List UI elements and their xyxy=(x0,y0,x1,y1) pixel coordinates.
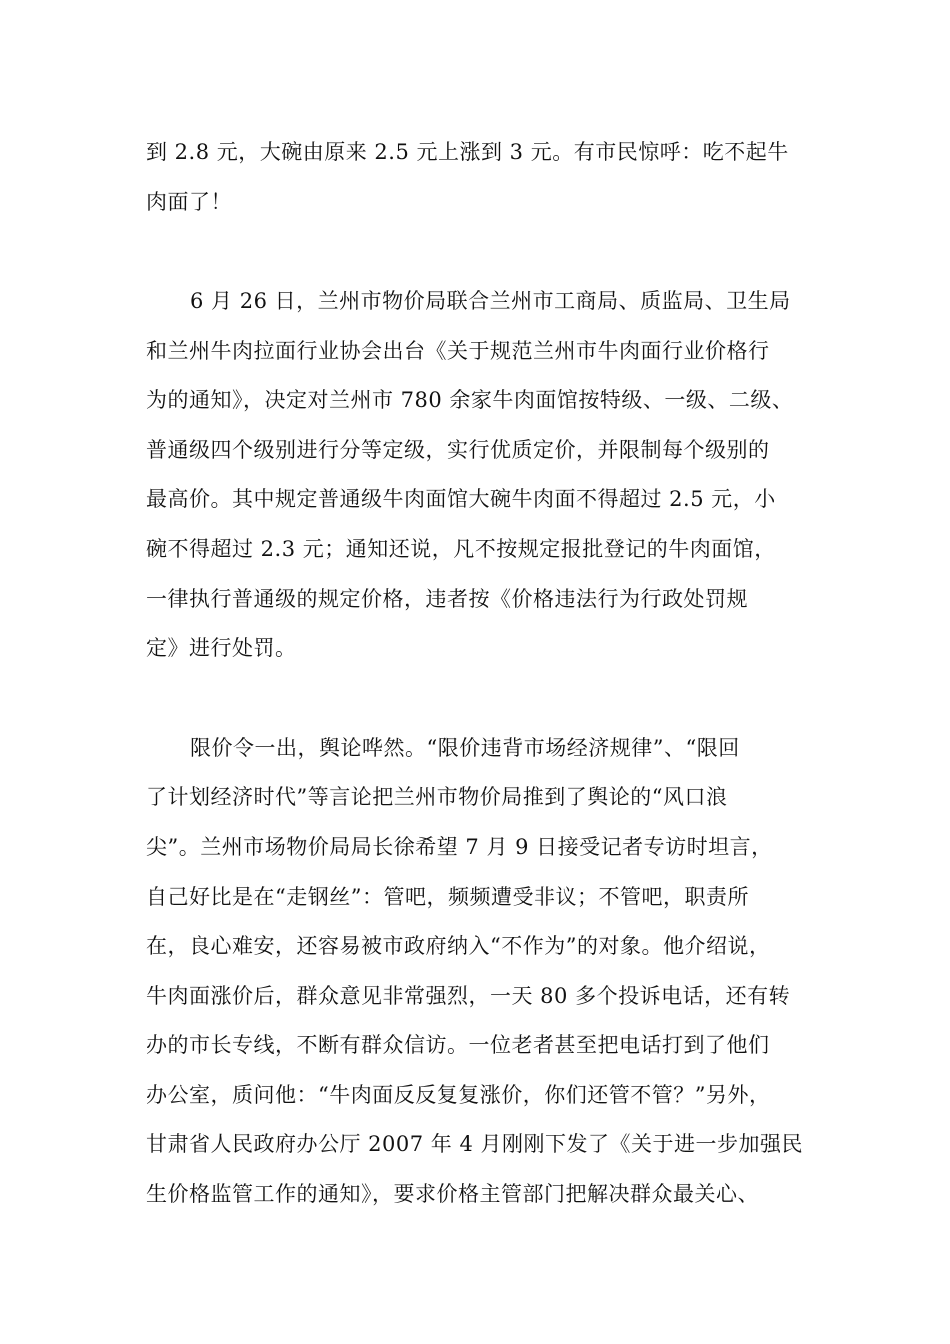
paragraph-3-line-9: 甘肃省人民政府办公厅 2007 年 4 月刚刚下发了《关于进一步加强民 xyxy=(146,1132,804,1156)
paragraph-3-line-2: 了计划经济时代”等言论把兰州市物价局推到了舆论的“风口浪 xyxy=(146,785,728,809)
paragraph-2-line-8: 定》进行处罚。 xyxy=(146,636,297,660)
paragraph-1-line-2: 肉面了！ xyxy=(146,190,232,214)
paragraph-3-line-10: 生价格监管工作的通知》，要求价格主管部门把解决群众最关心、 xyxy=(146,1182,759,1206)
paragraph-3-line-6: 牛肉面涨价后，群众意见非常强烈，一天 80 多个投诉电话，还有转 xyxy=(146,984,791,1008)
paragraph-3-line-5: 在，良心难安，还容易被市政府纳入“不作为”的对象。他介绍说， xyxy=(146,934,771,958)
paragraph-2-line-4: 普通级四个级别进行分等定级，实行优质定价，并限制每个级别的 xyxy=(146,438,770,462)
paragraph-3-line-4: 自己好比是在“走钢丝”：管吧，频频遭受非议；不管吧，职责所 xyxy=(146,885,749,909)
paragraph-2-line-5: 最高价。其中规定普通级牛肉面馆大碗牛肉面不得超过 2.5 元，小 xyxy=(146,487,776,511)
paragraph-2-line-7: 一律执行普通级的规定价格，违者按《价格违法行为行政处罚规 xyxy=(146,587,748,611)
paragraph-2-line-3: 为的通知》，决定对兰州市 780 余家牛肉面馆按特级、一级、二级、 xyxy=(146,388,794,412)
paragraph-2-line-1: 6 月 26 日，兰州市物价局联合兰州市工商局、质监局、卫生局 xyxy=(190,289,791,313)
paragraph-3-line-7: 办的市长专线，不断有群众信访。一位老者甚至把电话打到了他们 xyxy=(146,1033,770,1057)
paragraph-2-line-2: 和兰州牛肉拉面行业协会出台《关于规范兰州市牛肉面行业价格行 xyxy=(146,339,770,363)
paragraph-1-line-1: 到 2.8 元，大碗由原来 2.5 元上涨到 3 元。有市民惊呼：吃不起牛 xyxy=(146,140,789,164)
paragraph-3-line-8: 办公室，质问他：“牛肉面反反复复涨价，你们还管不管？”另外， xyxy=(146,1083,771,1107)
paragraph-3-line-3: 尖”。兰州市场物价局局长徐希望 7 月 9 日接受记者专访时坦言， xyxy=(146,835,773,859)
paragraph-3-line-1: 限价令一出，舆论哗然。“限价违背市场经济规律”、“限回 xyxy=(190,736,740,760)
paragraph-2-line-6: 碗不得超过 2.3 元；通知还说，凡不按规定报批登记的牛肉面馆， xyxy=(146,537,776,561)
